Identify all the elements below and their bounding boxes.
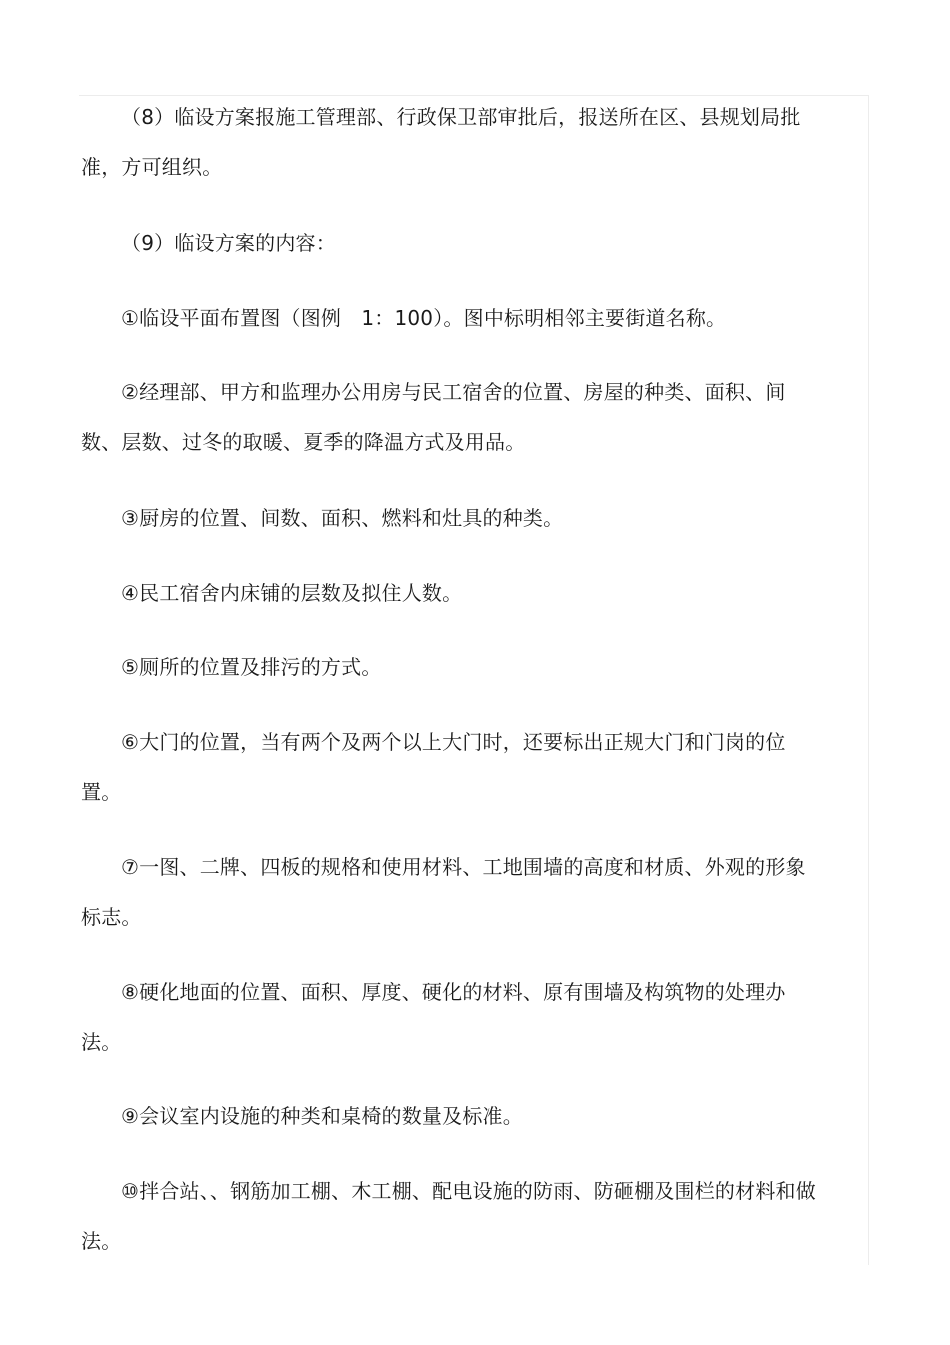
list-item-4: ④民工宿舍内床铺的层数及拟住人数。 xyxy=(121,581,463,605)
paragraph-9: （9）临设方案的内容： xyxy=(121,231,336,255)
list-item-5: ⑤厕所的位置及排污的方式。 xyxy=(121,655,382,679)
list-item-2: ②经理部、甲方和监理办公用房与民工宿舍的位置、房屋的种类、面积、间数、层数、过冬的取暖、夏季的降温方式及用品。 xyxy=(81,380,786,454)
list-item-10: ⑩拌合站、、钢筋加工棚、木工棚、配电设施的防雨、防砸棚及围栏的材料和做法。 xyxy=(81,1179,816,1253)
list-item-8: ⑧硬化地面的位置、面积、厚度、硬化的材料、原有围墙及构筑物的处理办法。 xyxy=(81,980,786,1054)
paragraph-8: （8）临设方案报施工管理部、行政保卫部审批后，报送所在区、县规划局批准，方可组织。 xyxy=(81,105,801,179)
list-item-9: ⑨会议室内设施的种类和桌椅的数量及标准。 xyxy=(121,1104,523,1128)
list-item-6: ⑥大门的位置，当有两个及两个以上大门时，还要标出正规大门和门岗的位置。 xyxy=(81,730,786,804)
list-item-3: ③厨房的位置、间数、面积、燃料和灶具的种类。 xyxy=(121,506,564,530)
list-item-1: ①临设平面布置图（图例 1：100）。图中标明相邻主要街道名称。 xyxy=(121,306,727,330)
list-item-7: ⑦一图、二牌、四板的规格和使用材料、工地围墙的高度和材质、外观的形象标志。 xyxy=(81,855,806,929)
